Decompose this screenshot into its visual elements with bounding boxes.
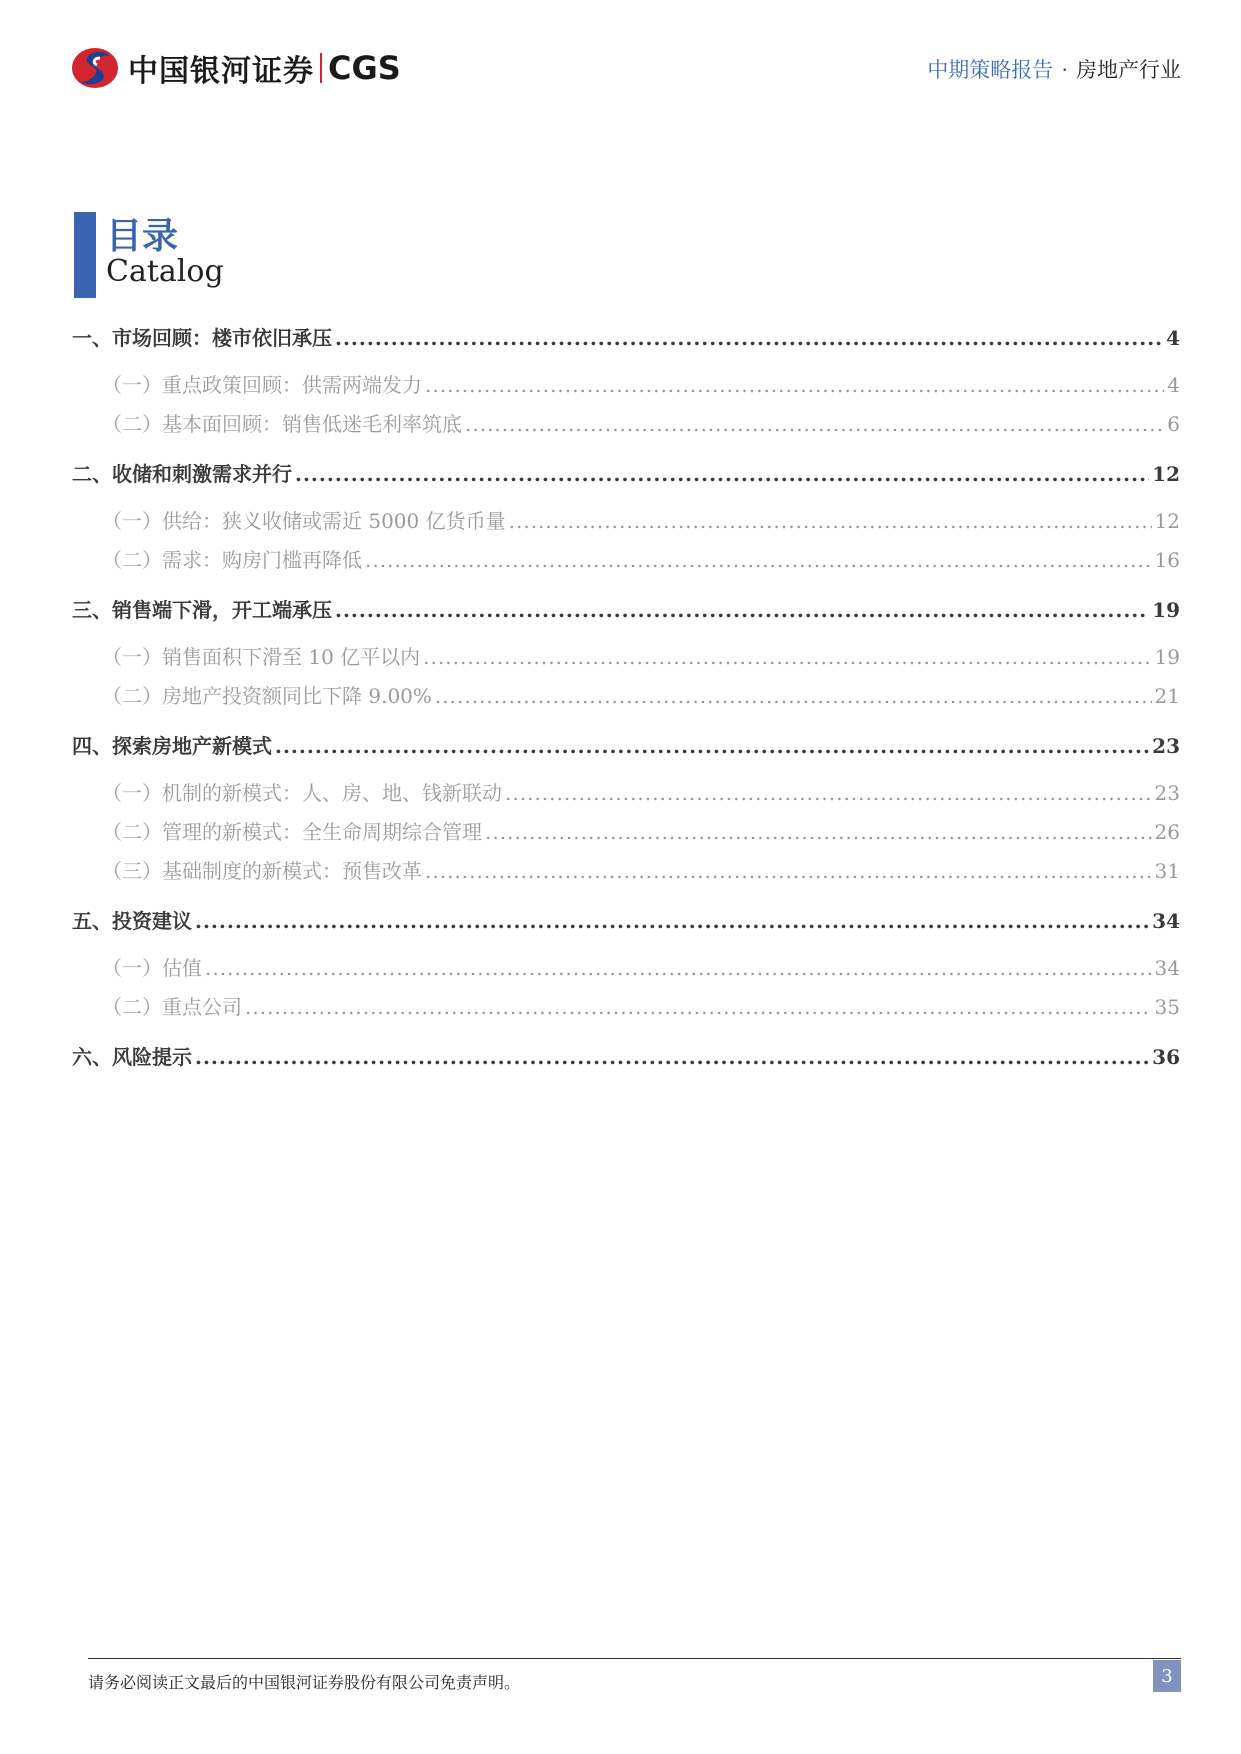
toc-number: 五、 (72, 909, 112, 933)
toc-number: （二） (102, 820, 162, 844)
toc-subsection-link[interactable] (72, 544, 1180, 572)
toc-number: （一） (102, 373, 162, 397)
toc-leader-dots (425, 373, 1164, 397)
toc-section-link[interactable] (72, 1041, 1180, 1071)
toc-section-link[interactable] (72, 458, 1180, 488)
toc-title: 基础制度的新模式：预售改革 (162, 859, 422, 883)
toc-number: （一） (102, 781, 162, 805)
toc-leader-dots (365, 548, 1152, 572)
toc-title: 投资建议 (112, 909, 192, 933)
toc-number: 二、 (72, 462, 112, 486)
toc-number: （一） (102, 509, 162, 533)
header-separator: · (1061, 58, 1068, 82)
toc-title: 探索房地产新模式 (112, 734, 272, 758)
toc-title: 市场回顾：楼市依旧承压 (112, 326, 332, 350)
toc-section-link[interactable] (72, 905, 1180, 935)
toc-leader-dots (505, 781, 1152, 805)
toc-number: 一、 (72, 326, 112, 350)
toc-subsection-link[interactable] (72, 777, 1180, 805)
toc-title: 重点公司 (162, 995, 242, 1019)
cgs-logo-icon (70, 46, 120, 90)
toc-page-number: 19 (1154, 645, 1180, 669)
logo-text-cn: 中国银河证券 (128, 54, 314, 89)
toc-number: （一） (102, 645, 162, 669)
toc-title: 销售端下滑，开工端承压 (112, 598, 332, 622)
toc-leader-dots (335, 326, 1163, 350)
toc-number: （二） (102, 995, 162, 1019)
industry-label: 房地产行业 (1076, 58, 1181, 82)
toc-leader-dots (423, 645, 1151, 669)
toc-title: 需求：购房门槛再降低 (162, 548, 362, 572)
toc-number: （二） (102, 412, 162, 436)
toc-leader-dots (195, 909, 1149, 933)
toc-page-number: 23 (1154, 781, 1180, 805)
toc-title: 销售面积下滑至 10 亿平以内 (162, 645, 421, 669)
toc-title: 收储和刺激需求并行 (112, 462, 292, 486)
toc-page-number: 6 (1167, 412, 1180, 436)
toc-subsection-link[interactable] (72, 641, 1180, 669)
catalog-title-en: Catalog (106, 254, 224, 289)
toc-title: 估值 (162, 956, 202, 980)
toc-leader-dots (435, 684, 1152, 708)
toc-page-number: 35 (1154, 995, 1180, 1019)
toc-number: （三） (102, 859, 162, 883)
toc-number: 三、 (72, 598, 112, 622)
toc-title: 基本面回顾：销售低迷毛利率筑底 (162, 412, 462, 436)
toc-leader-dots (335, 598, 1149, 622)
toc-page-number: 4 (1167, 373, 1180, 397)
toc-subsection-link[interactable] (72, 816, 1180, 844)
toc-title: 管理的新模式：全生命周期综合管理 (162, 820, 482, 844)
toc-number: （二） (102, 684, 162, 708)
toc-section-link[interactable] (72, 594, 1180, 624)
toc-page-number: 19 (1152, 598, 1180, 622)
toc-page-number: 12 (1154, 509, 1180, 533)
page-header (70, 40, 1181, 100)
toc-subsection-link[interactable] (72, 369, 1180, 397)
toc-number: 四、 (72, 734, 112, 758)
report-label (927, 54, 1181, 84)
toc-page-number: 4 (1166, 326, 1180, 350)
toc-number: （一） (102, 956, 162, 980)
toc-title: 房地产投资额同比下降 9.00% (162, 684, 432, 708)
toc-subsection-link[interactable] (72, 991, 1180, 1019)
toc-leader-dots (275, 734, 1149, 758)
toc-leader-dots (465, 412, 1164, 436)
toc-subsection-link[interactable] (72, 408, 1180, 436)
toc-leader-dots (195, 1045, 1149, 1069)
logo-text-en: CGS (328, 49, 401, 87)
page-footer (88, 1658, 1181, 1692)
page-number-badge: 3 (1153, 1660, 1181, 1692)
toc-page-number: 23 (1152, 734, 1180, 758)
toc-leader-dots (485, 820, 1152, 844)
toc-page-number: 12 (1152, 462, 1180, 486)
table-of-contents (72, 322, 1180, 1071)
toc-leader-dots (295, 462, 1149, 486)
toc-page-number: 21 (1154, 684, 1180, 708)
toc-subsection-link[interactable] (72, 952, 1180, 980)
toc-leader-dots (425, 859, 1152, 883)
toc-section-link[interactable] (72, 730, 1180, 760)
disclaimer-text: 请务必阅读正文最后的中国银河证券股份有限公司免责声明。 (88, 1673, 521, 1692)
toc-page-number: 16 (1154, 548, 1180, 572)
footer-divider (88, 1658, 1181, 1659)
toc-leader-dots (509, 509, 1152, 533)
toc-subsection-link[interactable] (72, 680, 1180, 708)
toc-page-number: 34 (1154, 956, 1180, 980)
toc-page-number: 34 (1152, 909, 1180, 933)
toc-leader-dots (205, 956, 1152, 980)
report-type: 中期策略报告 (927, 58, 1054, 82)
toc-number: （二） (102, 548, 162, 572)
toc-number: 六、 (72, 1045, 112, 1069)
toc-title: 重点政策回顾：供需两端发力 (162, 373, 422, 397)
toc-title: 风险提示 (112, 1045, 192, 1069)
heading-accent-bar (74, 212, 96, 298)
cgs-logo (70, 46, 401, 90)
toc-subsection-link[interactable] (72, 855, 1180, 883)
toc-page-number: 26 (1154, 820, 1180, 844)
toc-page-number: 36 (1152, 1045, 1180, 1069)
catalog-title-cn: 目录 (106, 215, 179, 257)
toc-leader-dots (245, 995, 1152, 1019)
toc-subsection-link[interactable] (72, 505, 1180, 533)
toc-title: 机制的新模式：人、房、地、钱新联动 (162, 781, 502, 805)
logo-divider (320, 53, 322, 83)
toc-title: 供给：狭义收储或需近 5000 亿货币量 (162, 509, 506, 533)
toc-page-number: 31 (1154, 859, 1180, 883)
toc-section-link[interactable] (72, 322, 1180, 352)
